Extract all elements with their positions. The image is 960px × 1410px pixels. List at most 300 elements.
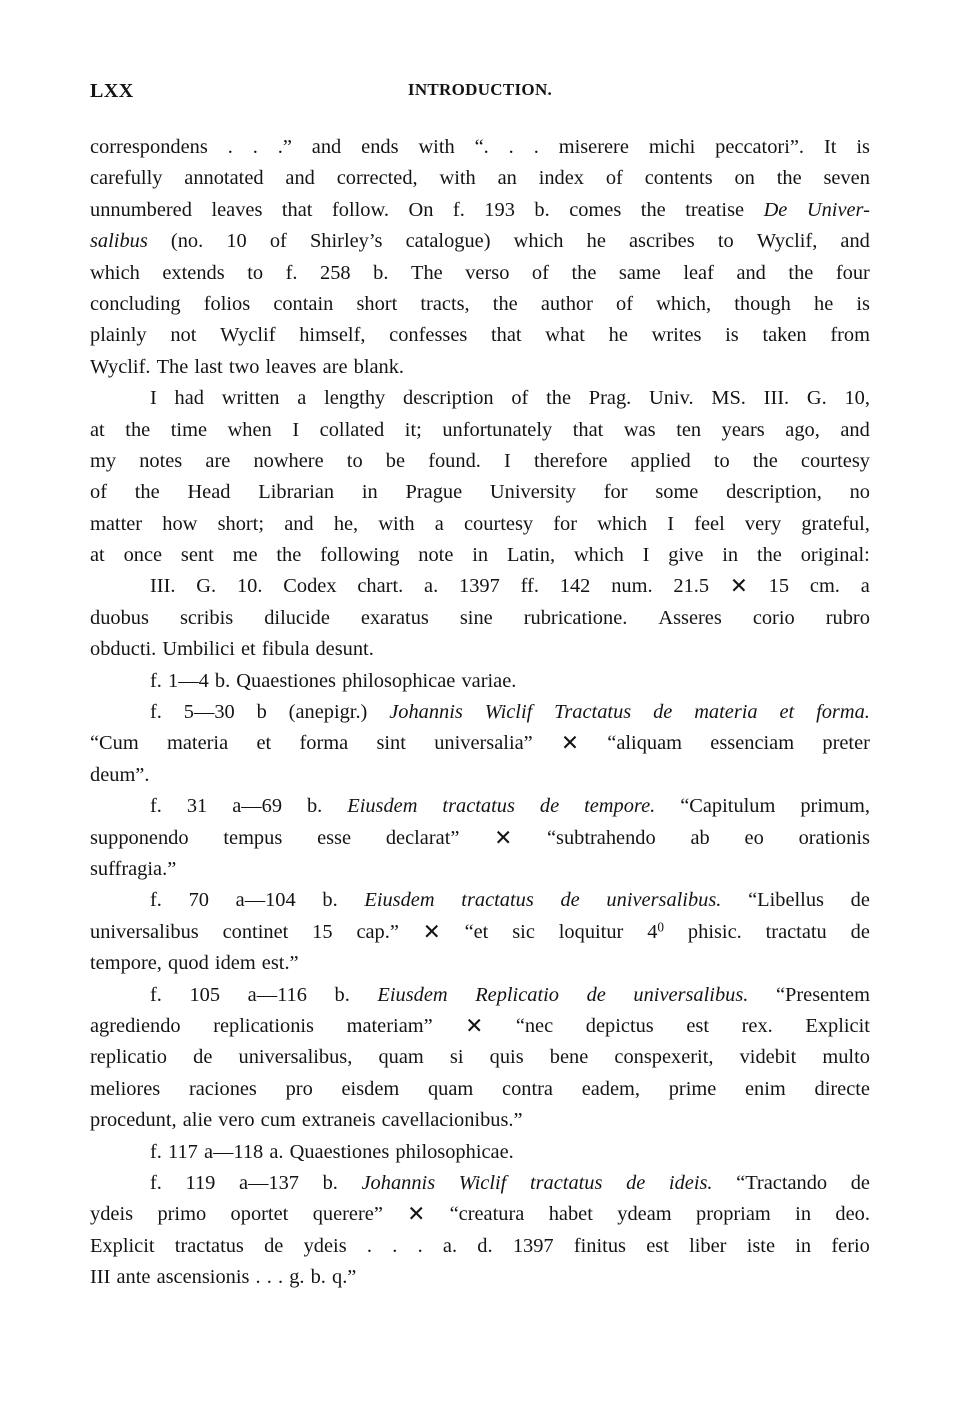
word: tracts, xyxy=(420,292,470,315)
word: a. xyxy=(269,1140,284,1163)
word: written xyxy=(221,387,280,410)
word: me xyxy=(232,544,258,567)
word: with xyxy=(418,136,455,158)
word: taken xyxy=(762,324,807,347)
word: Quaestiones xyxy=(289,1140,390,1163)
word: two xyxy=(228,355,260,378)
word: desunt. xyxy=(315,638,374,661)
word: f. xyxy=(150,795,162,818)
word: 15 xyxy=(312,920,333,943)
word: from xyxy=(830,324,870,347)
word: orationis xyxy=(798,826,870,849)
word: “Capitulum xyxy=(680,795,776,818)
word: cap.” xyxy=(356,920,399,943)
word: The xyxy=(410,261,443,284)
word: Shirley’s xyxy=(309,230,383,253)
word: G. xyxy=(806,387,827,410)
word: tractatus xyxy=(174,1234,244,1257)
word: confesses xyxy=(389,324,468,347)
word: vero xyxy=(218,1109,255,1132)
text-line xyxy=(90,917,870,948)
word: “creatura xyxy=(449,1203,525,1226)
word: . xyxy=(392,1234,398,1257)
word: It xyxy=(823,136,837,158)
word: with xyxy=(439,167,476,190)
word: querere” xyxy=(312,1203,383,1226)
text-line xyxy=(90,195,870,226)
word: same xyxy=(618,261,661,284)
word: Explicit xyxy=(805,1014,870,1037)
word: conspexerit, xyxy=(614,1046,714,1069)
word: Quaestiones xyxy=(236,669,336,692)
text-line xyxy=(90,258,870,289)
word: that xyxy=(281,198,313,221)
word: loquitur xyxy=(558,920,624,943)
word: Tractatus xyxy=(554,701,632,724)
text-line xyxy=(90,1168,870,1199)
word: rubro xyxy=(825,606,870,629)
word: to xyxy=(247,261,264,284)
word: catalogue) xyxy=(405,230,491,253)
word: “Cum xyxy=(90,732,139,755)
word: 119 xyxy=(185,1171,216,1194)
word: nowhere xyxy=(253,449,324,472)
word: est.” xyxy=(261,952,299,975)
word: notes xyxy=(139,449,183,472)
word: on xyxy=(734,167,755,190)
word: when xyxy=(227,418,272,441)
word: The xyxy=(156,355,189,378)
text-line xyxy=(90,352,870,383)
word: last xyxy=(194,355,223,378)
word: liber xyxy=(689,1234,727,1257)
word: replicatio xyxy=(90,1046,167,1069)
word: the xyxy=(756,544,782,567)
word: index xyxy=(538,167,584,190)
text-line xyxy=(90,634,870,665)
word: preter xyxy=(822,732,870,755)
word: though xyxy=(734,292,791,315)
text-line xyxy=(90,163,870,194)
word: Univer- xyxy=(806,198,870,221)
word: therefore xyxy=(533,449,608,472)
word: himself, xyxy=(299,324,366,347)
word: enim xyxy=(745,1077,786,1100)
word: de xyxy=(850,1171,870,1194)
word: f. xyxy=(452,198,465,221)
word: Wyclif, xyxy=(756,230,818,253)
word: ten xyxy=(676,418,702,441)
word: of xyxy=(531,261,549,284)
word: Univ. xyxy=(649,387,694,410)
word: b. xyxy=(322,889,338,912)
text-line xyxy=(90,697,870,728)
word: “Libellus xyxy=(748,889,824,912)
word: the xyxy=(125,418,151,441)
word: “et xyxy=(464,920,489,943)
text-line xyxy=(90,509,870,540)
word: . xyxy=(255,1266,261,1289)
word: applied xyxy=(630,449,691,472)
word: philosophicae xyxy=(342,669,456,692)
word: Asseres xyxy=(658,606,722,629)
word: universalibus, xyxy=(238,1046,353,1069)
word: corio xyxy=(752,606,795,629)
word: rubricatione. xyxy=(523,606,628,629)
text-line xyxy=(90,571,870,602)
word: Johannis xyxy=(389,701,463,724)
word: extends xyxy=(162,261,225,284)
word: description xyxy=(403,387,494,410)
text-line xyxy=(90,980,870,1011)
word: f. xyxy=(150,983,162,1006)
word: si xyxy=(449,1046,464,1069)
word: which xyxy=(597,512,648,535)
word: an xyxy=(497,167,517,190)
word: some xyxy=(655,481,699,504)
word: universalia” xyxy=(434,732,533,755)
word: “Presentem xyxy=(775,983,870,1006)
word: in xyxy=(795,1203,812,1226)
word: Johannis xyxy=(361,1171,436,1194)
word: michi xyxy=(648,136,696,158)
word: contain xyxy=(273,292,334,315)
word: 142 xyxy=(559,575,591,598)
word: duobus xyxy=(90,606,149,629)
word: Eiusdem xyxy=(364,889,435,912)
word: I xyxy=(150,387,157,410)
word: depictus xyxy=(585,1014,654,1037)
word: rex. xyxy=(741,1014,773,1037)
word: four xyxy=(835,261,870,284)
word: Librarian xyxy=(258,481,335,504)
word: quis xyxy=(489,1046,524,1069)
word: that xyxy=(572,418,604,441)
word: d. xyxy=(477,1234,493,1257)
text-line xyxy=(90,226,870,257)
word: a xyxy=(297,387,307,410)
word: ferio xyxy=(831,1234,870,1257)
word: University xyxy=(489,481,576,504)
word: not xyxy=(170,324,197,347)
word: idem xyxy=(214,952,256,975)
word: in xyxy=(472,544,489,567)
word: 10. xyxy=(236,575,263,598)
text-line xyxy=(90,132,870,163)
word: are xyxy=(205,449,231,472)
word: annotated xyxy=(184,167,264,190)
page-number: LXX xyxy=(90,80,134,102)
word: b xyxy=(256,701,267,724)
word: .” xyxy=(277,136,292,158)
word: blank. xyxy=(353,355,405,378)
text-line xyxy=(90,854,870,885)
word: sent xyxy=(180,544,214,567)
word: oportet xyxy=(230,1203,289,1226)
word: he, xyxy=(333,512,359,535)
word: prime xyxy=(668,1077,717,1100)
word: give xyxy=(668,544,704,567)
word: tempore, xyxy=(90,952,162,975)
word: ✕ xyxy=(561,731,579,756)
word: a. xyxy=(442,1234,458,1257)
word: eo xyxy=(744,826,764,849)
word: “. xyxy=(474,136,489,158)
text-line xyxy=(90,1074,870,1105)
word: unfortunately xyxy=(442,418,553,441)
word: of xyxy=(511,387,529,410)
word: forma xyxy=(299,732,349,755)
word: which, xyxy=(656,292,712,315)
word: de xyxy=(653,701,673,724)
word: following xyxy=(320,544,400,567)
word: ago, xyxy=(785,418,820,441)
word: description, xyxy=(726,481,822,504)
word: carefully xyxy=(90,167,163,190)
word: and xyxy=(840,418,870,441)
text-line xyxy=(90,540,870,571)
word: I xyxy=(667,512,675,535)
word: primo xyxy=(157,1203,207,1226)
word: procedunt, xyxy=(90,1109,177,1132)
word: salibus xyxy=(90,230,148,253)
word: scribis xyxy=(179,606,234,629)
word: miserere xyxy=(558,136,629,158)
word: agrediendo xyxy=(90,1014,181,1037)
word: it; xyxy=(404,418,422,441)
word: fibula xyxy=(261,638,310,661)
word: the xyxy=(571,261,597,284)
word: deo. xyxy=(835,1203,870,1226)
word: found. xyxy=(428,449,481,472)
text-line xyxy=(90,1105,870,1136)
word: Wiclif xyxy=(484,701,533,724)
word: de xyxy=(626,1171,646,1194)
text-line xyxy=(90,948,870,979)
word: is xyxy=(725,324,739,347)
word: de xyxy=(850,920,870,943)
word: cm. xyxy=(809,575,840,598)
word: of xyxy=(605,167,623,190)
word: num. xyxy=(611,575,653,598)
text-line xyxy=(90,415,870,446)
word: courtesy xyxy=(800,449,870,472)
word: seven xyxy=(823,167,870,190)
word: tempus xyxy=(223,826,283,849)
word: continet xyxy=(222,920,289,943)
word: the xyxy=(546,387,572,410)
word: note xyxy=(418,544,454,567)
word: “aliquam xyxy=(607,732,682,755)
word: once xyxy=(123,544,163,567)
text-line xyxy=(90,477,870,508)
word: to xyxy=(713,449,730,472)
word: III. xyxy=(763,387,790,410)
word: esse xyxy=(317,826,352,849)
word: est xyxy=(646,1234,669,1257)
word: contra xyxy=(502,1077,553,1100)
word: my xyxy=(90,449,117,472)
word: the xyxy=(640,198,666,221)
word: declarat” xyxy=(385,826,460,849)
text-line xyxy=(90,1011,870,1042)
word: obducti. xyxy=(90,638,157,661)
word: dilucide xyxy=(264,606,330,629)
word: the xyxy=(134,481,160,504)
word: unnumbered xyxy=(90,198,192,221)
word: which xyxy=(90,261,140,284)
word: habet xyxy=(548,1203,593,1226)
word: leaves xyxy=(265,355,317,378)
running-title: INTRODUCTION. xyxy=(407,80,553,99)
word: a xyxy=(860,575,870,598)
word: replicationis xyxy=(213,1014,314,1037)
word: tractatu xyxy=(765,920,827,943)
word: I xyxy=(504,449,511,472)
word: verso xyxy=(465,261,510,284)
word: $4^0$ xyxy=(647,919,665,943)
page xyxy=(90,0,870,1410)
word: the xyxy=(788,261,814,284)
word: grateful, xyxy=(801,512,870,535)
word: videbit xyxy=(739,1046,797,1069)
word: b. xyxy=(306,795,323,818)
word: et xyxy=(240,638,256,661)
word: 21.5 xyxy=(673,575,710,598)
word: g. xyxy=(289,1266,305,1289)
word: . xyxy=(252,136,258,158)
word: bene xyxy=(549,1046,589,1069)
word: Eiusdem xyxy=(347,795,418,818)
word: a—137 xyxy=(238,1171,299,1194)
word: I xyxy=(292,418,300,441)
word: years xyxy=(721,418,765,441)
word: ✕ xyxy=(407,1202,426,1227)
word: finitus xyxy=(573,1234,626,1257)
word: cavellacionibus.” xyxy=(381,1109,523,1132)
word: raciones xyxy=(188,1077,257,1100)
word: for xyxy=(603,481,628,504)
word: comes xyxy=(569,198,622,221)
word: in xyxy=(361,481,378,504)
word: b. xyxy=(334,983,350,1006)
word: materia xyxy=(694,701,758,724)
word: contents xyxy=(644,167,713,190)
text-line xyxy=(90,1137,870,1168)
word: f. xyxy=(150,889,162,912)
word: plainly xyxy=(90,324,147,347)
word: Head xyxy=(187,481,231,504)
word: which xyxy=(513,230,564,253)
word: a xyxy=(434,512,444,535)
word: very xyxy=(744,512,782,535)
word: in xyxy=(722,544,739,567)
word: peccatori”. xyxy=(715,136,805,158)
text-line xyxy=(90,1042,870,1073)
word: leaves xyxy=(211,198,263,221)
word: sine xyxy=(459,606,493,629)
word: ideis. xyxy=(668,1171,713,1194)
word: “subtrahendo xyxy=(546,826,656,849)
word: cum xyxy=(260,1109,296,1132)
word: de xyxy=(193,1046,213,1069)
word: ydeam xyxy=(617,1203,672,1226)
text-line xyxy=(90,1262,870,1293)
word: of xyxy=(269,230,287,253)
word: and xyxy=(285,167,315,190)
word: exaratus xyxy=(360,606,429,629)
word: tractatus xyxy=(529,1171,603,1194)
word: q.” xyxy=(332,1266,357,1289)
text-line xyxy=(90,289,870,320)
word: meliores xyxy=(90,1077,161,1100)
word: of xyxy=(90,481,107,504)
word: “Tractando xyxy=(736,1171,828,1194)
word: and xyxy=(736,261,766,284)
word: ✕ xyxy=(729,574,748,599)
word: chart. xyxy=(357,575,404,598)
word: to xyxy=(346,449,363,472)
word: sint xyxy=(376,732,406,755)
word: Wiclif xyxy=(458,1171,507,1194)
word: 193 xyxy=(484,198,515,221)
word: phisic. xyxy=(687,920,742,943)
word: de xyxy=(539,795,560,818)
word: et xyxy=(779,701,795,724)
word: . xyxy=(533,136,539,158)
word: III. xyxy=(150,575,176,598)
word: short; xyxy=(217,512,265,535)
word: Wyclif xyxy=(220,324,276,347)
word: a—69 xyxy=(232,795,283,818)
word: and xyxy=(311,136,342,158)
word: b. xyxy=(214,669,231,692)
word: leaf xyxy=(683,261,714,284)
text-line xyxy=(90,791,870,822)
word: of xyxy=(616,292,634,315)
word: (anepigr.) xyxy=(288,701,368,724)
word: f. xyxy=(285,261,298,284)
text-line xyxy=(90,823,870,854)
text-line xyxy=(90,666,870,697)
word: corrected, xyxy=(336,167,418,190)
word: original: xyxy=(800,544,870,567)
word: de xyxy=(850,889,870,912)
word: the xyxy=(776,167,802,190)
word: propriam xyxy=(696,1203,771,1226)
word: b. xyxy=(310,1266,326,1289)
word: are xyxy=(322,355,348,378)
word: ascensionis xyxy=(156,1266,250,1289)
word: author xyxy=(540,292,593,315)
word: eisdem xyxy=(341,1077,400,1100)
word: f. xyxy=(150,669,162,692)
word: . xyxy=(277,1266,284,1289)
word: De xyxy=(763,198,788,221)
word: universalibus. xyxy=(606,889,722,912)
word: 258 xyxy=(320,261,351,284)
word: concluding xyxy=(90,292,181,315)
word: Explicit xyxy=(90,1234,155,1257)
word: Wyclif. xyxy=(90,355,151,378)
word: a—116 xyxy=(247,983,307,1006)
word: ✕ xyxy=(422,919,441,944)
word: “nec xyxy=(515,1014,554,1037)
word: time xyxy=(170,418,208,441)
word: the xyxy=(752,449,778,472)
word: tempore. xyxy=(584,795,656,818)
word: universalibus xyxy=(90,920,199,943)
